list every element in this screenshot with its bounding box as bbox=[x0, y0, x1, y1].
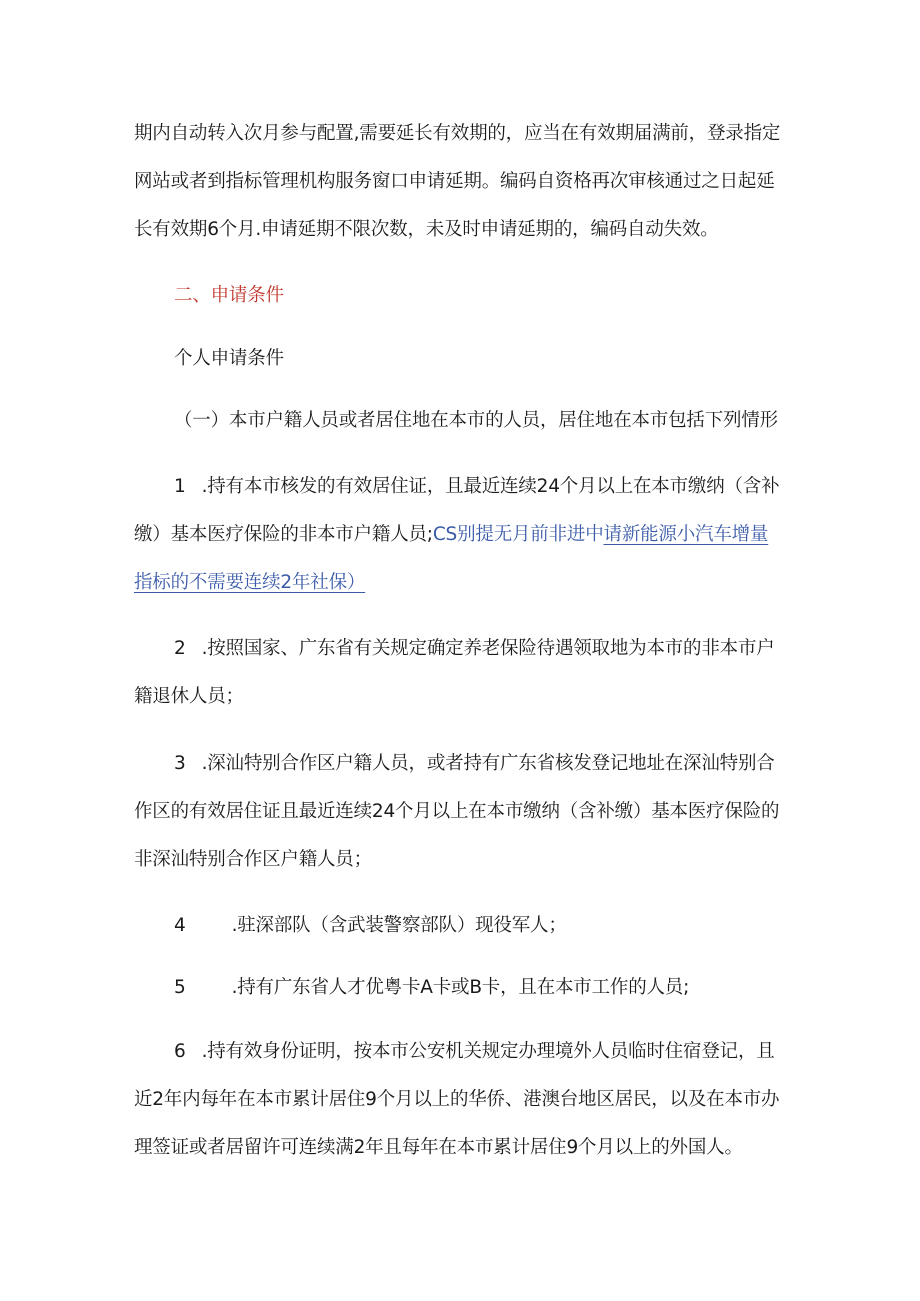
item-text: .驻深部队（含武装警察部队）现役军人； bbox=[231, 915, 567, 936]
item-text: .深汕特别合作区户籍人员，或者持有广东省核发登记地址在深汕特别合 bbox=[201, 753, 775, 774]
list-item bbox=[134, 964, 794, 1012]
item-text: .持有广东省人才优粤卡A卡或B卡，且在本市工作的人员; bbox=[231, 977, 690, 998]
item-number: 1 bbox=[174, 476, 186, 497]
item-text: .持有本市核发的有效居住证，且最近连续24个月以上在本市缴纳（含补 bbox=[201, 476, 780, 497]
item-text: 作区的有效居住证且最近连续24个月以上在本市缴纳（含补缴）基本医疗保险的 bbox=[134, 801, 780, 822]
item-text: 籍退休人员； bbox=[134, 686, 244, 707]
intro-line: 长有效期6个月.申请延期不限次数，未及时申请延期的，编码自动失效。 bbox=[134, 219, 719, 240]
clause-one: （一）本市户籍人员或者居住地在本市的人员，居住地在本市包括下列情形 bbox=[174, 410, 778, 431]
intro-paragraph bbox=[134, 110, 794, 254]
list-item bbox=[134, 625, 794, 721]
item-number: 4 bbox=[174, 915, 186, 936]
section-heading: 二、申请条件 bbox=[174, 285, 284, 306]
item-text: .持有效身份证明，按本市公安机关规定办理境外人员临时住宿登记，且 bbox=[201, 1041, 775, 1062]
item-text: 缴）基本医疗保险的非本市户籍人员; bbox=[134, 524, 433, 545]
intro-line: 期内自动转入次月参与配置,需要延长有效期的，应当在有效期届满前，登录指定 bbox=[134, 123, 781, 144]
item-text: .按照国家、广东省有关规定确定养老保险待遇领取地为本市的非本市户 bbox=[201, 638, 775, 659]
list-item bbox=[134, 902, 794, 950]
list-item bbox=[134, 463, 794, 607]
list-item bbox=[134, 1028, 794, 1172]
note-link[interactable]: 请新能源小汽车增量 bbox=[603, 524, 769, 545]
note-text: CS别提无月前非进中 bbox=[432, 524, 604, 545]
note-link[interactable]: 指标的不需要连续2年社保） bbox=[134, 572, 366, 593]
intro-line: 网站或者到指标管理机构服务窗口申请延期。编码自资格再次审核通过之日起延 bbox=[134, 171, 775, 192]
item-text: 近2年内每年在本市累计居住9个月以上的华侨、港澳台地区居民，以及在本市办 bbox=[134, 1089, 780, 1110]
item-number: 6 bbox=[174, 1041, 186, 1062]
subheading: 个人申请条件 bbox=[174, 348, 284, 369]
list-item bbox=[134, 740, 794, 884]
item-number: 5 bbox=[174, 977, 186, 998]
item-number: 3 bbox=[174, 753, 186, 774]
item-text: 理签证或者居留许可连续满2年且每年在本市累计居住9个月以上的外国人。 bbox=[134, 1137, 743, 1158]
item-text: 非深汕特别合作区户籍人员； bbox=[134, 849, 372, 870]
item-number: 2 bbox=[174, 638, 186, 659]
